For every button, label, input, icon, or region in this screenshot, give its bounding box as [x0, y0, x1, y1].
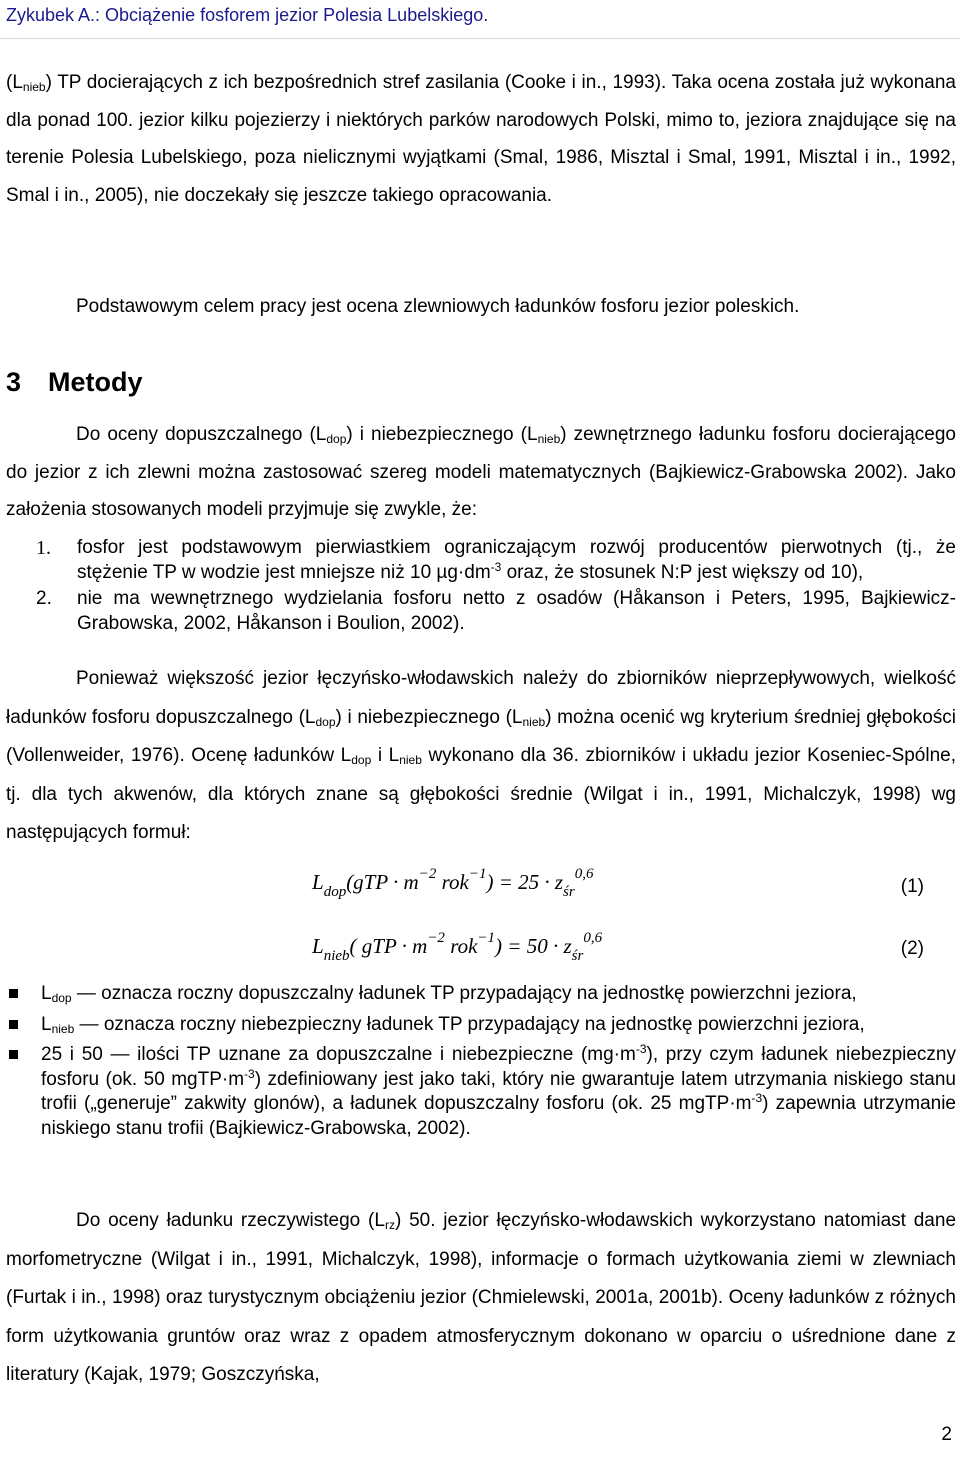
- formula-number-2: (2): [900, 938, 924, 959]
- definitions-list: [6, 982, 956, 1147]
- bullet-text: 25 i 50 — ilości TP uznane za dopuszczalne i niebezpieczne (mg·m: [41, 1044, 636, 1065]
- list-item: [6, 587, 956, 636]
- p4-sub-2: nieb: [522, 714, 546, 729]
- bullet-sup: -3: [244, 1066, 255, 1081]
- bullet-symbol: L: [41, 1013, 52, 1035]
- formula-exp-1: −2: [418, 866, 437, 882]
- running-header: Zykubek A.: Obciążenie fosforem jezior Polesia Lubelskiego.: [6, 5, 489, 25]
- bullet-text: — oznacza roczny dopuszczalny ładunek TP przypadający na jednostkę powierzchni jeziora,: [71, 983, 857, 1004]
- formula-1: [312, 866, 594, 900]
- paragraph-5: [6, 1202, 956, 1395]
- formula-part-b: rok: [436, 870, 469, 894]
- p3-sub-1: dop: [326, 432, 347, 446]
- paragraph-4: [6, 660, 956, 853]
- list-text: fosfor jest podstawowym pierwiastkiem ograniczającym rozwój producentów pierwotnych (tj., że stężenie TP w wodzie jest mniejsze niż 10 µg·dm: [77, 537, 956, 583]
- assumptions-list: [6, 536, 956, 638]
- formula-z-sub: śr: [571, 948, 584, 964]
- formula-exp-1: −2: [427, 930, 445, 946]
- p4-text-2: ) i niebezpiecznego (L: [335, 706, 523, 728]
- bullet-text: ), przy czym ładunek niebezpieczny fosforu (ok. 50 mgTP·m: [41, 1044, 956, 1090]
- formula-part-c: ) = 25 · z: [486, 870, 564, 894]
- p4-sub-3: dop: [351, 753, 372, 767]
- paragraph-2: Podstawowym celem pracy jest ocena zlewniowych ładunków fosforu jezior poleskich.: [76, 296, 800, 317]
- p5-text-1: Do oceny ładunku rzeczywistego (L: [76, 1210, 385, 1231]
- formula-exp-3: 0,6: [574, 866, 594, 882]
- bullet-text: ) zdefiniowany jest jako taki, który nie gwarantuje latem utrzymania niskiego stanu trofii („generuje” zakwity glonów), a ładunek dopuszczalny fosforu (ok. 25 mgTP·m: [41, 1068, 956, 1114]
- square-bullet-icon: [9, 1020, 18, 1029]
- square-bullet-icon: [9, 1050, 18, 1059]
- p3-text-2: ) i niebezpiecznego (L: [346, 424, 538, 445]
- p3-text-1: Do oceny dopuszczalnego (L: [76, 424, 327, 445]
- formula-part-b: rok: [444, 934, 478, 958]
- bullet-item: [6, 1043, 956, 1141]
- p5-text-2: ) 50. jezior łęczyńsko-włodawskich wykorzystano natomiast dane morfometryczne (Wilgat i in., 1991, Michalczyk, 1998), informacje o formach użytkowania ziemi w zlewniach (Furtak i in., 1998) oraz turystycznym obciążeniu jezior (Chmielewski, 2001a, 2001b). Oceny ładunków z różnych form użytkowania gruntów oraz wraz z opadem atmosferycznym dokonano w oparciu o uśrednione dane z literatury (Kajak, 1979; Goszczyńska,: [6, 1210, 957, 1385]
- formula-L: L: [312, 934, 324, 958]
- formula-z-sub: śr: [563, 884, 575, 900]
- bullet-sup: -3: [635, 1042, 647, 1056]
- p4-sub-4: nieb: [399, 753, 422, 767]
- paragraph-1: [6, 64, 956, 214]
- section-heading: [6, 364, 143, 400]
- p4-text-1: Ponieważ większość jezior łęczyńsko-włodawskich należy do zbiorników nieprzepływowych, wielkość ładunków fosforu dopuszczalnego (L: [6, 668, 956, 728]
- formula-2: [312, 930, 603, 964]
- p1-sub: nieb: [22, 80, 46, 94]
- bullet-item: [6, 1013, 956, 1038]
- p4-text-5: wykonano dla 36. zbiorników i układu jezior Koseniec-Spólne, tj. dla tych akwenów, dla których znane są głębokości średnie (Wilgat i in., 1991, Michalczyk, 1998) wg następujących formuł:: [6, 745, 957, 843]
- formula-L-sub: dop: [323, 884, 347, 900]
- p4-text-3: ) można ocenić wg kryterium średniej głębokości (Vollenweider, 1976). Ocenę ładunków L: [6, 706, 957, 766]
- formula-exp-2: −1: [477, 930, 496, 946]
- bullet-symbol-sub: dop: [51, 991, 72, 1005]
- list-text: oraz, że stosunek N:P jest większy od 10),: [501, 561, 864, 583]
- list-marker: 1.: [36, 537, 51, 559]
- section-number: 3: [6, 367, 22, 397]
- list-sup: -3: [490, 559, 502, 574]
- formula-L: L: [312, 870, 324, 894]
- header-divider: [0, 38, 960, 39]
- bullet-text: — oznacza roczny niebezpieczny ładunek TP przypadający na jednostkę powierzchni jeziora,: [74, 1013, 865, 1035]
- formula-L-sub: nieb: [323, 948, 350, 964]
- bullet-symbol-sub: nieb: [51, 1021, 75, 1036]
- page-number: 2: [941, 1424, 952, 1445]
- list-item: [6, 536, 956, 585]
- bullet-text: ) zapewnia utrzymanie niskiego stanu trofii (Bajkiewicz-Grabowska, 2002).: [41, 1093, 956, 1139]
- formula-part-c: ) = 50 · z: [495, 934, 572, 958]
- square-bullet-icon: [9, 989, 18, 998]
- section-title: Metody: [48, 367, 143, 397]
- formula-exp-3: 0,6: [583, 930, 603, 946]
- list-text: nie ma wewnętrznego wydzielania fosforu netto z osadów (Håkanson i Peters, 1995, Bajkiewicz-Grabowska, 2002, Håkanson i Boulion, 2002).: [77, 588, 956, 634]
- bullet-symbol: L: [41, 983, 52, 1004]
- bullet-item: [6, 982, 956, 1007]
- p1-text-1: (L: [6, 72, 23, 93]
- p5-sub-1: rz: [384, 1218, 395, 1232]
- p3-sub-2: nieb: [537, 432, 561, 446]
- formula-part-a: (gTP · m: [346, 870, 419, 894]
- p4-text-4: i L: [371, 745, 400, 766]
- paragraph-3: [6, 416, 956, 529]
- formula-part-a: ( gTP · m: [349, 934, 428, 958]
- p1-text-2: ) TP docierających z ich bezpośrednich stref zasilania (Cooke i in., 1993). Taka ocena została już wykonana dla ponad 100. jezior kilku pojezierzy i niektórych parków narodowych Polski, mimo to, jeziora znajdujące się na terenie Polesia Lubelskiego, poza nielicznymi wyjątkami (Smal, 1986, Misztal i Smal, 1991, Misztal i in., 1992, Smal i in., 2005), nie doczekały się jeszcze takiego opracowania.: [6, 72, 956, 206]
- p3-text-3: ) zewnętrznego ładunku fosforu docierającego do jezior z ich zlewni można zastosować szereg modeli matematycznych (Bajkiewicz-Grabowska 2002). Jako założenia stosowanych modeli przyjmuje się zwykle, że:: [6, 424, 956, 520]
- bullet-sup: -3: [751, 1091, 763, 1105]
- formula-exp-2: −1: [468, 866, 487, 882]
- p4-sub-1: dop: [315, 714, 336, 729]
- formula-number-1: (1): [900, 876, 924, 897]
- list-marker: 2.: [36, 588, 52, 609]
